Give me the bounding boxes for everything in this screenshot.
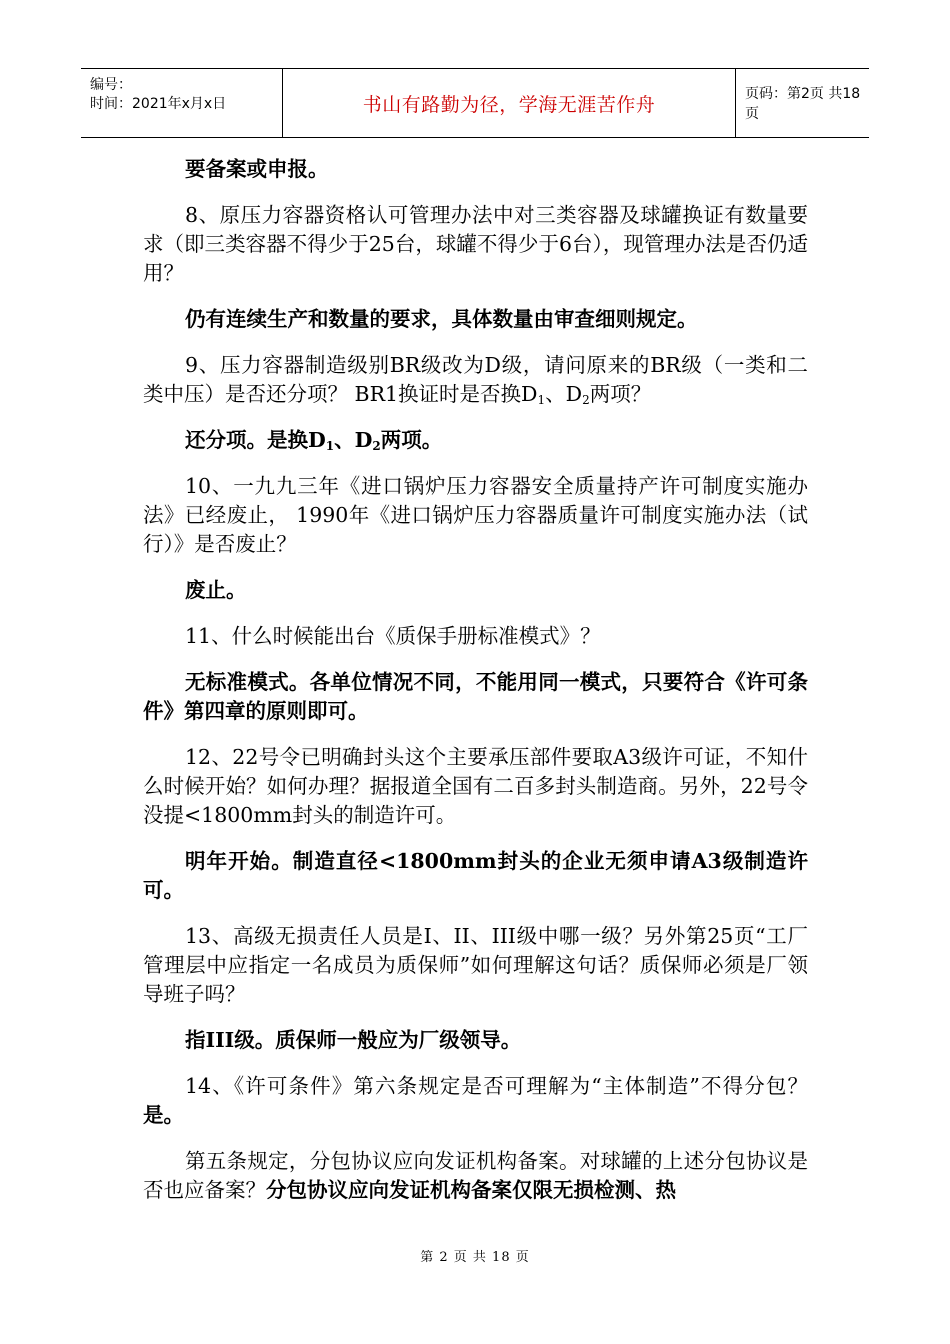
question-paragraph xyxy=(143,351,808,409)
text-run: 两项。 xyxy=(380,428,443,452)
answer-inline: 分包协议应向发证机构备案仅限无损检测、热 xyxy=(266,1178,676,1202)
header-page-cell xyxy=(736,69,869,137)
header-motto: 书山有路勤为径，学海无涯苦作舟 xyxy=(362,93,656,116)
question-paragraph: 12、22号令已明确封头这个主要承压部件要取A3级许可证，不知什么时候开始？如何办理？据报道全国有二百多封头制造商。另外，22号令没提<1800mm封头的制造许可。 xyxy=(143,745,808,827)
text-run: 第五条规定，分包协议应向发证机构备案。对球罐的上述分包协议是否也应备案？ xyxy=(143,1149,808,1202)
answer-paragraph: 指III级。质保师一般应为厂级领导。 xyxy=(185,1028,522,1052)
text-run: 、D xyxy=(545,382,583,406)
text-run: 两项？ xyxy=(589,382,652,406)
question-paragraph: 13、高级无损责任人员是I、II、III级中哪一级？另外第25页“工厂管理层中应指定一名成员为质保师”如何理解这句话？质保师必须是厂领导班子吗？ xyxy=(143,924,808,1006)
document-number-label: 编号： xyxy=(90,77,132,93)
question-paragraph: 10、一九九三年《进口锅炉压力容器安全质量持产许可制度实施办法》已经废止， 1990年《进口锅炉压力容器质量许可制度实施办法（试行）》是否废止？ xyxy=(143,474,808,556)
page-footer: 第 2 页 共 18 页 xyxy=(420,1250,530,1265)
text-run: 还分项。是换D xyxy=(185,428,326,452)
text-run: 14、《许可条件》第六条规定是否可理解为“主体制造”不得分包？ xyxy=(185,1074,808,1098)
document-date: 时间：2021年x月x日 xyxy=(90,96,227,112)
answer-paragraph: 仍有连续生产和数量的要求，具体数量由审查细则规定。 xyxy=(185,307,698,331)
subscript: 2 xyxy=(582,393,590,407)
subscript: 1 xyxy=(325,439,335,453)
header-page-info: 页码：第2页 共18页 xyxy=(745,86,861,122)
subscript: 1 xyxy=(537,393,546,407)
subscript: 2 xyxy=(372,439,381,453)
question-paragraph xyxy=(143,1072,808,1130)
header-meta xyxy=(81,69,283,137)
text-run: 9、压力容器制造级别BR级改为D级，请问原来的BR级（一类和二类中压）是否还分项？ BR1换证时是否换D xyxy=(143,353,808,406)
paragraph: 要备案或申报。 xyxy=(185,157,329,181)
text-run: 、D xyxy=(334,428,373,452)
question-paragraph xyxy=(143,1147,808,1205)
header-motto-cell xyxy=(283,69,736,137)
answer-inline: 是。 xyxy=(143,1103,184,1127)
answer-paragraph: 废止。 xyxy=(185,578,247,602)
document-body xyxy=(143,155,808,1205)
answer-paragraph xyxy=(143,426,808,455)
answer-paragraph: 无标准模式。各单位情况不同，不能用同一模式，只要符合《许可条件》第四章的原则即可。 xyxy=(143,670,808,723)
question-paragraph: 8、原压力容器资格认可管理办法中对三类容器及球罐换证有数量要求（即三类容器不得少于25台，球罐不得少于6台），现管理办法是否仍适用？ xyxy=(143,203,808,285)
answer-paragraph: 明年开始。制造直径<1800mm封头的企业无须申请A3级制造许可。 xyxy=(143,849,808,902)
page-header xyxy=(81,68,869,138)
question-paragraph: 11、什么时候能出台《质保手册标准模式》？ xyxy=(185,624,601,648)
